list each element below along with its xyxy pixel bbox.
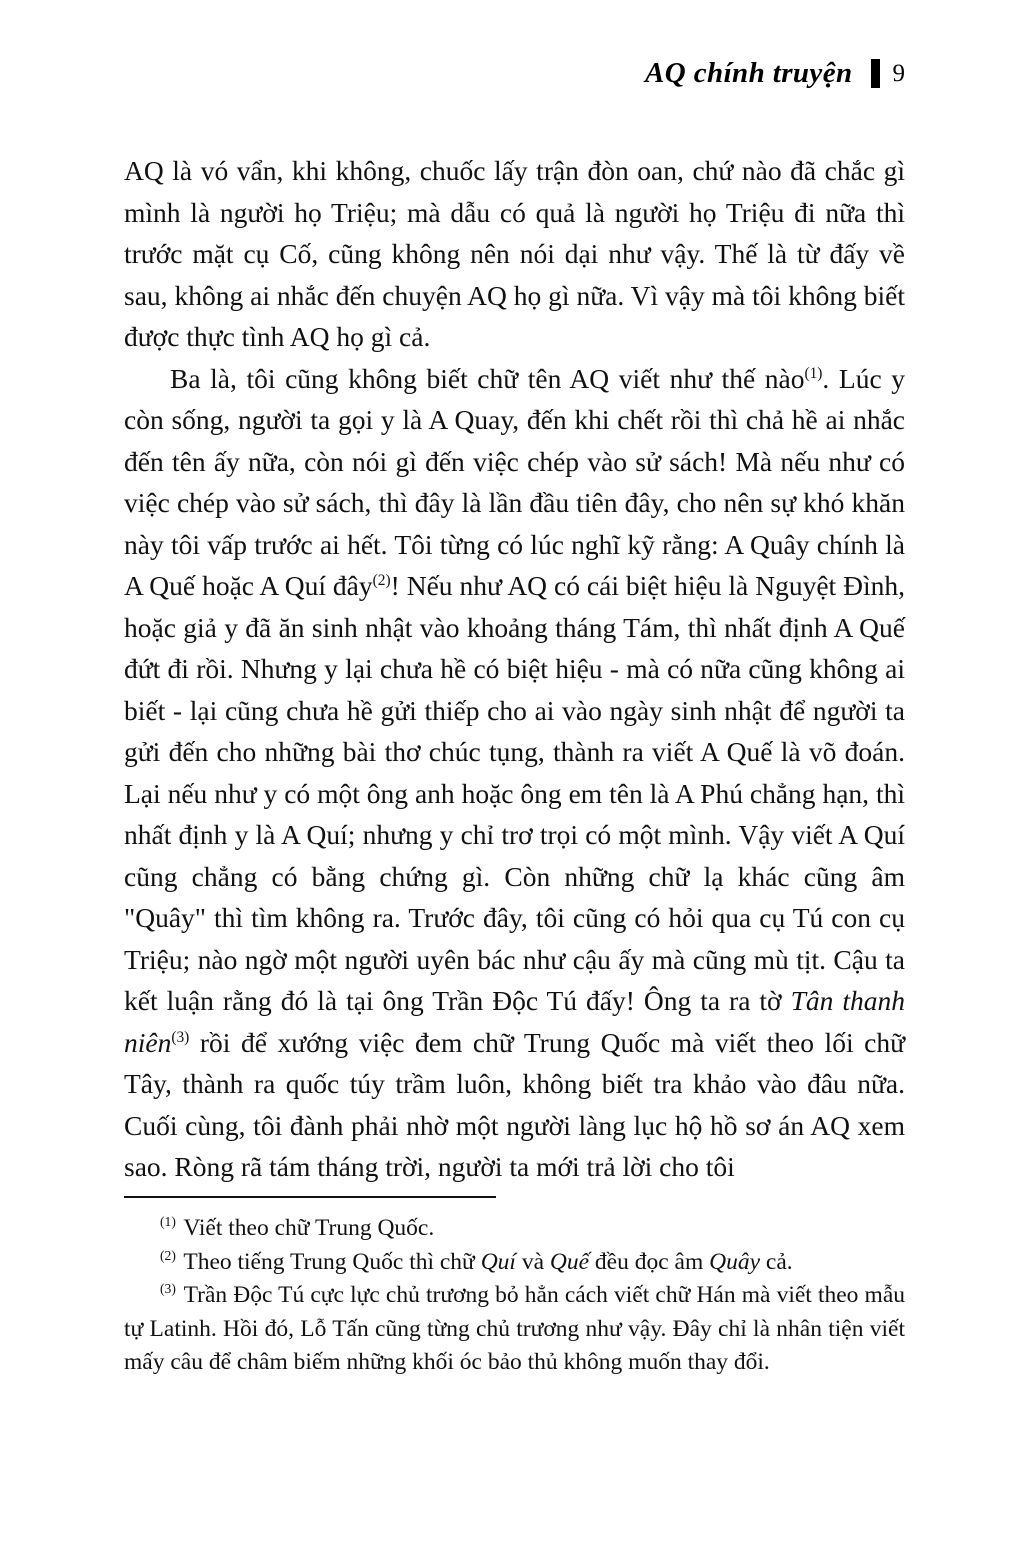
footnote-item: $^{(2)}$ Theo tiếng Trung Quốc thì chữ Quí và Quế đều đọc âm Quây cả.	[160, 1247, 793, 1275]
footnote-marker: (3)	[160, 1281, 176, 1297]
page-number: 9	[892, 59, 905, 87]
italic-title: Quí	[480, 1248, 516, 1275]
running-head-book-title: AQ chính truyện	[645, 56, 853, 89]
footnote-reference[interactable]: (3)	[171, 1028, 190, 1046]
body-paragraph: AQ là vó vẩn, khi không, chuốc lấy trận đòn oan, chứ nào đã chắc gì mình là người họ Triệu; mà dẫu có quả là người họ Triệu đi nữa thì trước mặt cụ Cố, cũng không nên nói dại như vậy. Thế là từ đấy về sau, không ai nhắc đến chuyện AQ họ gì nữa. Vì vậy mà tôi không biết được thực tình AQ họ gì cả.	[124, 155, 905, 352]
running-head	[124, 52, 905, 94]
italic-title: Quế	[549, 1248, 590, 1275]
body-paragraph: Ba là, tôi cũng không biết chữ tên AQ viết như thế nào$^{(1)}$. Lúc y còn sống, người ta gọi y là A Quay, đến khi chết rồi thì chả hề ai nhắc đến tên ấy nữa, còn nói gì đến việc chép vào sử sách! Mà nếu như có việc chép vào sử sách, thì đây là lần đầu tiên đây, cho nên sự khó khăn này tôi vấp trước ai hết. Tôi từng có lúc nghĩ kỹ rằng: A Quây chính là A Quế hoặc A Quí đây$^{(2)}$! Nếu như AQ có cái biệt hiệu là Nguyệt Đình, hoặc giả y đã ăn sinh nhật vào khoảng tháng Tám, thì nhất định A Quế đứt đi rồi. Nhưng y lại chưa hề có biệt hiệu - mà có nữa cũng không ai biết - lại cũng chưa hề gửi thiếp cho ai vào ngày sinh nhật để người ta gửi đến cho những bài thơ chúc tụng, thành ra viết A Quế là võ đoán. Lại nếu như y có một ông anh hoặc ông em tên là A Phú chẳng hạn, thì nhất định y là A Quí; nhưng y chỉ trơ trọi có một mình. Vậy viết A Quí cũng chẳng có bằng chứng gì. Còn những chữ lạ khác cũng âm "Quây" thì tìm không ra. Trước đây, tôi cũng có hỏi qua cụ Tú con cụ Triệu; nào ngờ một người uyên bác như cậu ấy mà cũng mù tịt. Cậu ta kết luận rằng đó là tại ông Trần Độc Tú đấy! Ông ta ra tờ Tân thanh niên$^{(3)}$ rồi để xướng việc đem chữ Trung Quốc mà viết theo lối chữ Tây, thành ra quốc túy trầm luôn, không biết tra khảo vào đâu nữa. Cuối cùng, tôi đành phải nhờ một người làng lục hộ hồ sơ án AQ xem sao. Ròng rã tám tháng trời, người ta mới trả lời cho tôi	[124, 362, 905, 1182]
footnote-marker: (1)	[160, 1214, 176, 1230]
footnote-reference[interactable]: (2)	[372, 571, 391, 589]
italic-title: Tân thanh niên	[124, 985, 905, 1058]
body-text-column	[124, 150, 905, 1188]
footnote-separator-rule	[124, 1196, 496, 1198]
footnote-section	[124, 1196, 905, 1380]
footnote-item: $^{(3)}$ Trần Độc Tú cực lực chủ trương bỏ hẳn cách viết chữ Hán mà viết theo mẫu tự Latinh. Hồi đó, Lỗ Tấn cũng từng chủ trương như vậy. Đây chỉ là nhân tiện viết mấy câu để châm biếm những khối óc bảo thủ không muốn thay đổi.	[124, 1281, 905, 1375]
italic-title: Quây	[709, 1248, 761, 1275]
footnote-list	[124, 1212, 905, 1380]
footnote-reference[interactable]: (1)	[804, 364, 823, 382]
footnote-marker: (2)	[160, 1247, 176, 1263]
footnote-item: $^{(1)}$ Viết theo chữ Trung Quốc.	[160, 1214, 435, 1241]
vertical-bar-icon	[871, 59, 880, 88]
